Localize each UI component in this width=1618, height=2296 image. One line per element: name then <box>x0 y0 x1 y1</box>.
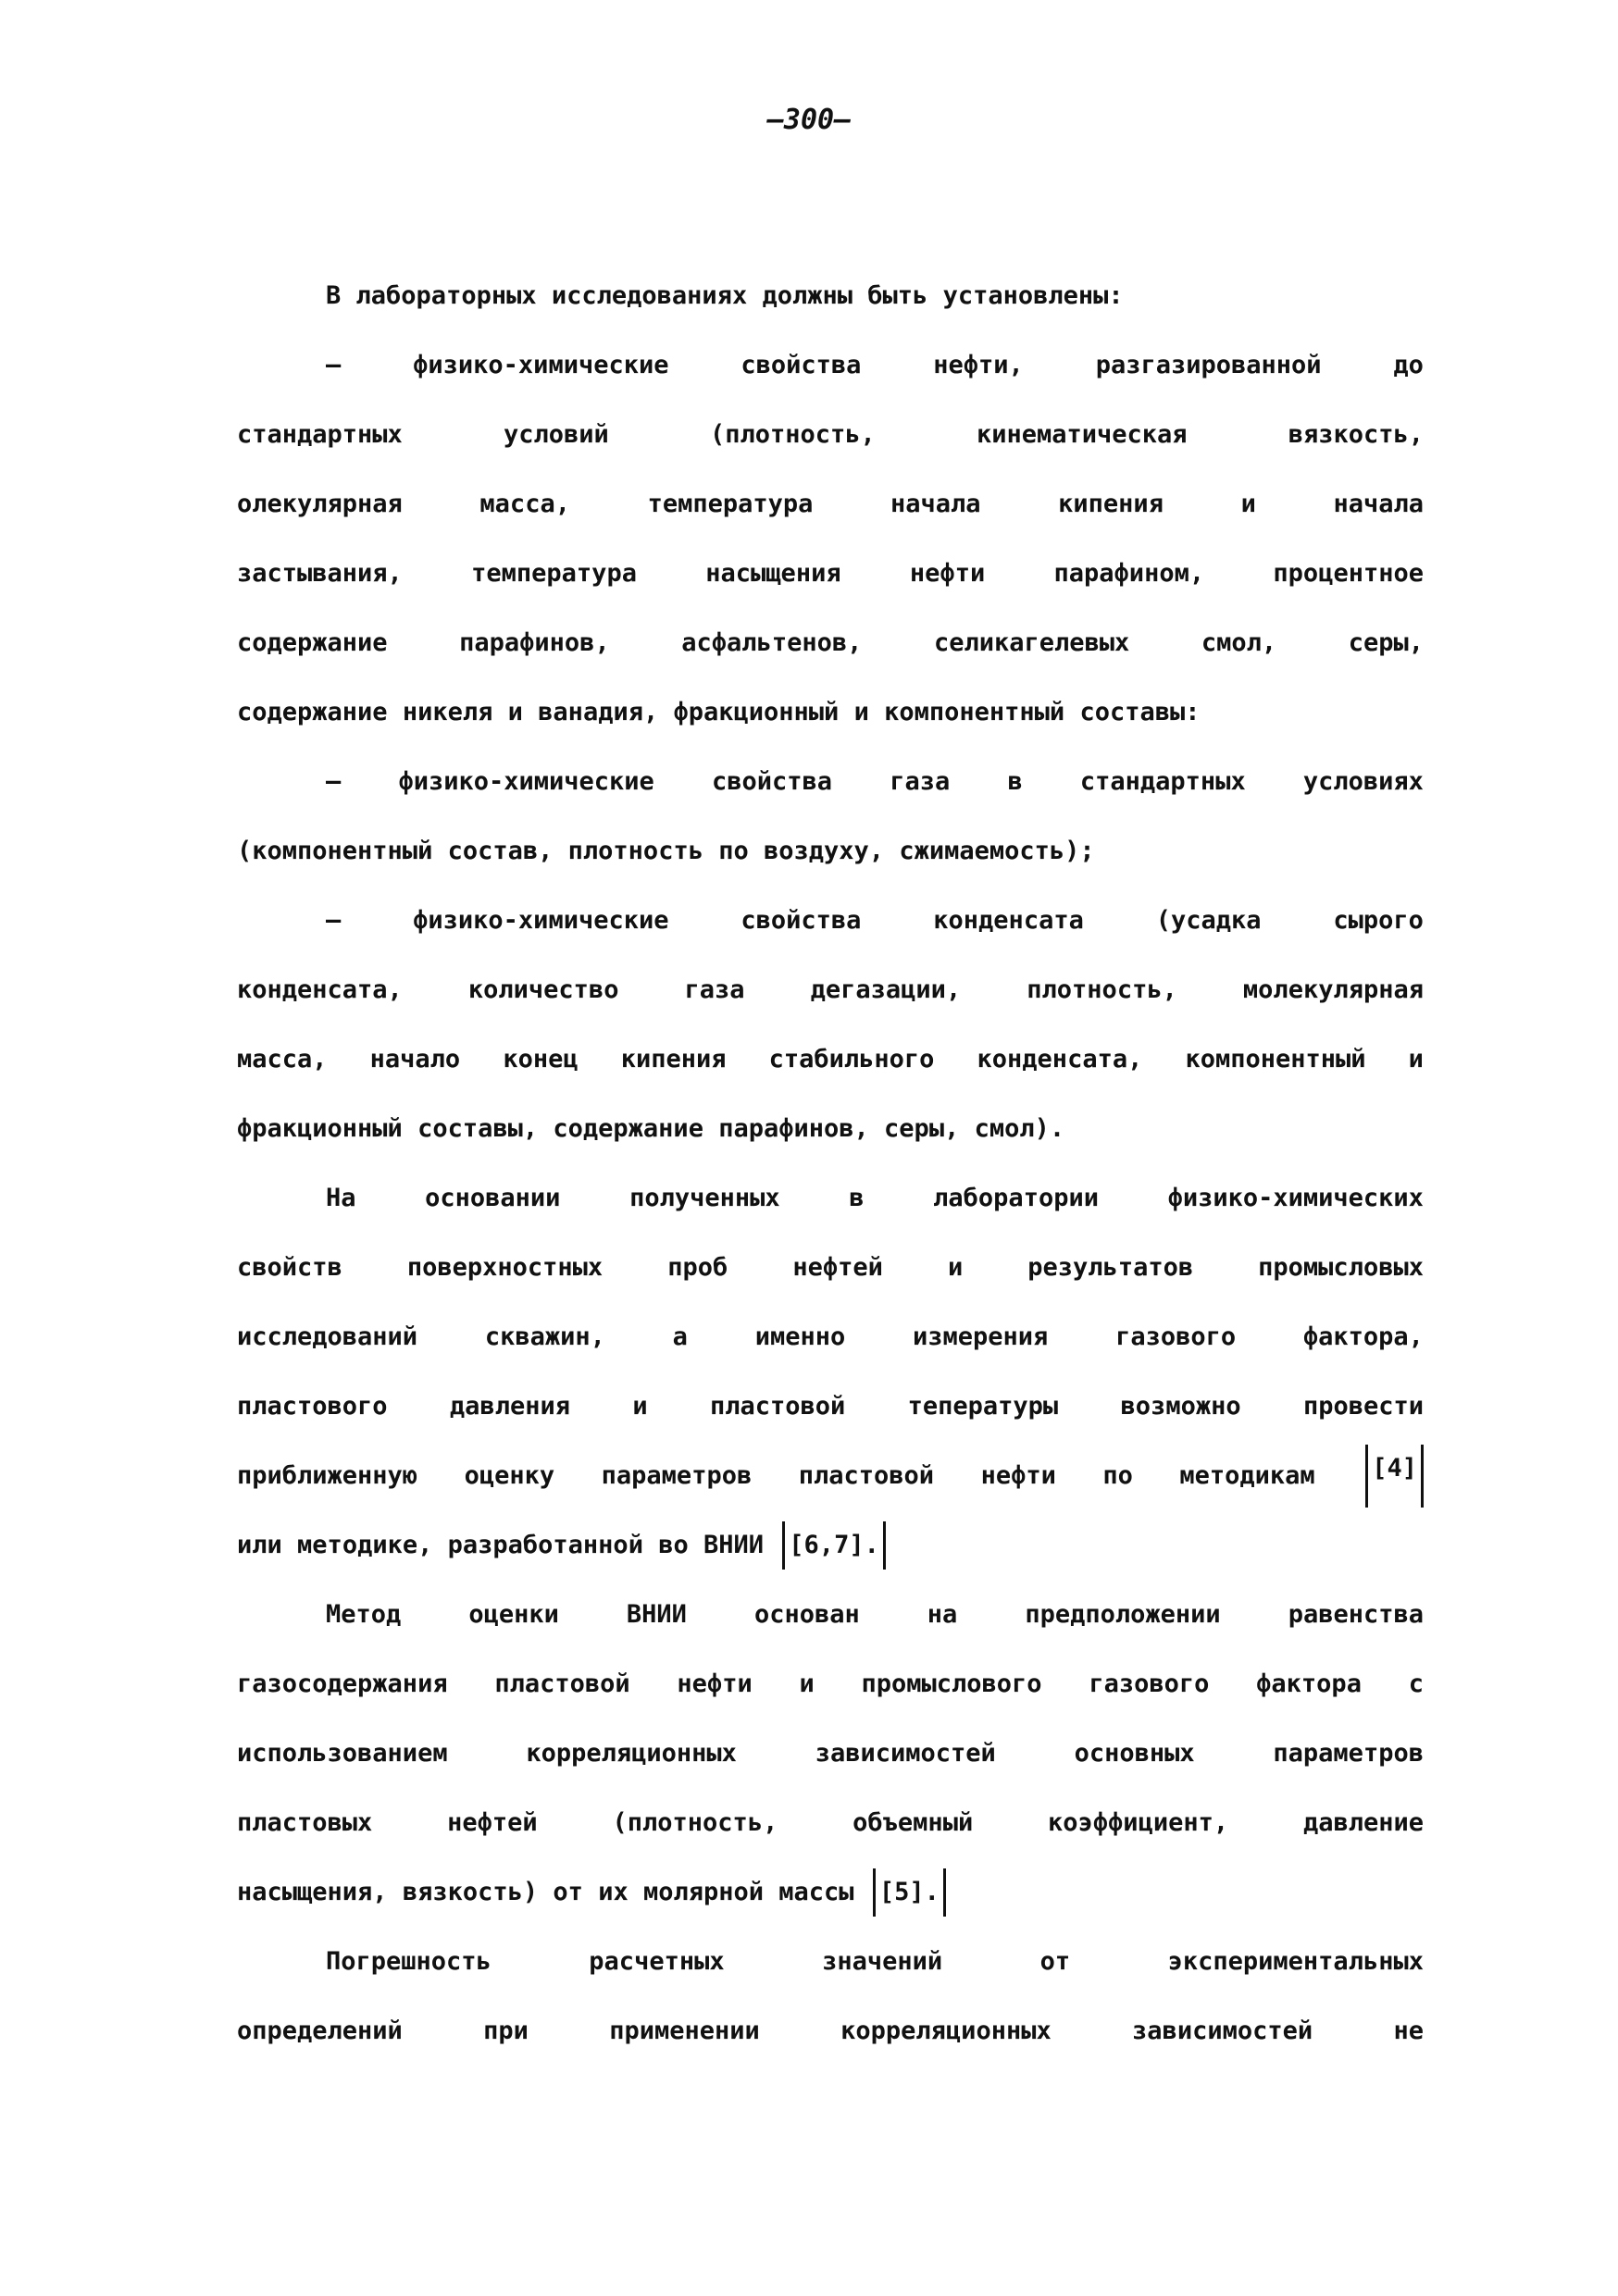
word: стабильного <box>768 1045 935 1074</box>
word: начало <box>369 1045 461 1074</box>
word: (плотность, <box>709 420 876 449</box>
word: содержание <box>237 698 388 726</box>
word: пластового <box>237 1392 388 1421</box>
word: физико-химические <box>413 351 669 379</box>
word: условий <box>503 420 609 449</box>
word: составы: <box>1079 698 1201 726</box>
word: должны <box>762 281 853 310</box>
word: вязкость, <box>1288 420 1424 449</box>
word: и <box>947 1253 964 1282</box>
word: давление <box>1302 1808 1424 1837</box>
word: сжимаемость); <box>899 837 1095 865</box>
word: конденсата <box>933 906 1084 935</box>
word: смол). <box>974 1114 1065 1143</box>
word: исследованиях <box>551 281 748 310</box>
word: провести <box>1302 1392 1424 1421</box>
word: процентное <box>1273 559 1424 588</box>
word: исследований <box>237 1322 418 1351</box>
word: плотность, <box>1027 975 1177 1004</box>
word: скважин, <box>484 1322 605 1351</box>
citation-ref: [4] <box>1365 1445 1424 1508</box>
text-line <box>326 1943 1424 1980</box>
word: температура <box>471 559 637 588</box>
word: и <box>799 1669 815 1698</box>
text-line <box>237 1874 1424 1911</box>
word: именно <box>754 1322 846 1351</box>
text-line <box>237 625 1424 662</box>
text-line <box>237 416 1424 453</box>
word: молекулярная <box>1242 975 1424 1004</box>
word: методике, <box>297 1531 433 1559</box>
text-line <box>237 1111 1424 1148</box>
text-line <box>237 1527 1424 1564</box>
word: (компонентный <box>237 837 433 865</box>
word: кинематическая <box>976 420 1188 449</box>
word: ванадия, <box>538 698 659 726</box>
word: кипения <box>1058 490 1164 518</box>
word: стандартных <box>237 420 403 449</box>
word: свойства <box>741 906 862 935</box>
word: пластовой <box>798 1461 935 1490</box>
word: конец <box>503 1045 579 1074</box>
word: полученных <box>629 1184 780 1212</box>
text-line <box>237 1454 1424 1495</box>
word: корреляционных <box>840 2017 1052 2045</box>
word: физико-химические <box>413 906 669 935</box>
text-line <box>326 902 1424 939</box>
word: лаборатории <box>933 1184 1099 1212</box>
text-line <box>237 1319 1424 1356</box>
word: основании <box>425 1184 561 1212</box>
word: не <box>1393 2017 1424 2045</box>
word: лабораторных <box>355 281 537 310</box>
word: газа <box>890 767 951 796</box>
word: составы, <box>417 1114 539 1143</box>
word: их <box>598 1878 629 1906</box>
word: значений <box>822 1947 943 1976</box>
word: оценку <box>464 1461 555 1490</box>
word: свойств <box>237 1253 342 1282</box>
word: и <box>1408 1045 1424 1074</box>
word: и <box>632 1392 648 1421</box>
text-line <box>237 486 1424 523</box>
word: насыщения, <box>237 1878 388 1906</box>
word: разгазированной <box>1095 351 1322 379</box>
text-line <box>237 1735 1424 1772</box>
word: разработанной <box>447 1531 643 1559</box>
word: содержание <box>237 628 388 657</box>
word: определений <box>237 2017 403 2045</box>
word: насыщения <box>705 559 841 588</box>
word: нефтей <box>792 1253 883 1282</box>
word: застывания, <box>237 559 403 588</box>
word: применении <box>609 2017 760 2045</box>
word: серы, <box>884 1114 960 1143</box>
word: или <box>237 1531 282 1559</box>
word: массы <box>778 1878 854 1906</box>
word: фактора <box>1256 1669 1362 1698</box>
word: газового <box>1115 1322 1237 1351</box>
word: по <box>718 837 749 865</box>
text-line <box>237 1249 1424 1286</box>
text-line <box>326 1180 1424 1217</box>
word: воздуху, <box>764 837 885 865</box>
word: экспериментальных <box>1167 1947 1424 1976</box>
word: от <box>1039 1947 1071 1976</box>
word: зависимостей <box>1132 2017 1313 2045</box>
word: состав, <box>447 837 554 865</box>
word: и <box>1240 490 1256 518</box>
word: свойства <box>711 767 833 796</box>
word: компонентный <box>884 698 1065 726</box>
word: сырого <box>1333 906 1424 935</box>
text-line <box>237 694 1424 731</box>
word: фракционный <box>673 698 840 726</box>
word: начала <box>1333 490 1424 518</box>
word: селикагелевых <box>933 628 1130 657</box>
word: в <box>1007 767 1023 796</box>
word: фракционный <box>237 1114 403 1143</box>
word: зависимостей <box>815 1739 996 1768</box>
word: количество <box>467 975 619 1004</box>
word: – <box>326 906 342 935</box>
word: свойства <box>741 351 862 379</box>
citation-ref: [6,7]. <box>782 1521 886 1570</box>
text-line <box>237 2013 1424 2050</box>
word: возможно <box>1120 1392 1241 1421</box>
word: параметров <box>1273 1739 1424 1768</box>
text-line <box>237 833 1424 870</box>
word: пластовых <box>237 1808 373 1837</box>
word: кипения <box>620 1045 727 1074</box>
text-line <box>326 278 1424 315</box>
word: масса, <box>479 490 570 518</box>
word: – <box>326 767 342 796</box>
word: основных <box>1074 1739 1195 1768</box>
word: плотность <box>567 837 703 865</box>
word: физико-химические <box>398 767 654 796</box>
word: конденсата, <box>237 975 403 1004</box>
word: при <box>483 2017 529 2045</box>
word: в <box>849 1184 865 1212</box>
word: объемный <box>853 1808 974 1837</box>
word: во <box>658 1531 689 1559</box>
word: парафином, <box>1053 559 1205 588</box>
word: пластовой <box>494 1669 630 1698</box>
word: пластовой <box>709 1392 846 1421</box>
word: тепературы <box>907 1392 1059 1421</box>
word: параметров <box>601 1461 753 1490</box>
word: коэффициент, <box>1048 1808 1229 1837</box>
word: молярной <box>642 1878 765 1906</box>
word: поверхностных <box>406 1253 604 1282</box>
text-line <box>237 1805 1424 1842</box>
word: ВНИИ <box>703 1531 765 1559</box>
word: равенства <box>1288 1600 1424 1629</box>
text-line <box>237 1041 1424 1078</box>
word: промыслового <box>861 1669 1042 1698</box>
word: проб <box>667 1253 728 1282</box>
word: парафинов, <box>459 628 610 657</box>
word: приближенную <box>237 1461 418 1490</box>
text-line <box>326 1596 1424 1633</box>
word: олекулярная <box>237 490 403 518</box>
word: нефти <box>909 559 986 588</box>
word: установлены: <box>942 281 1124 310</box>
word: парафинов, <box>718 1114 869 1143</box>
word: газа <box>684 975 745 1004</box>
word: – <box>326 351 342 379</box>
word: ВНИИ <box>626 1600 687 1629</box>
citation-ref: [5]. <box>873 1868 946 1917</box>
word: нефти <box>980 1461 1056 1490</box>
word: нефтей <box>447 1808 538 1837</box>
word: давления <box>449 1392 570 1421</box>
word: Метод <box>326 1600 402 1629</box>
word: и <box>853 698 869 726</box>
word: а <box>672 1322 688 1351</box>
text-line <box>237 1388 1424 1425</box>
word: содержание <box>553 1114 703 1143</box>
word: стандартных <box>1079 767 1246 796</box>
word: асфальтенов, <box>681 628 863 657</box>
word: масса, <box>237 1045 328 1074</box>
word: смол, <box>1201 628 1277 657</box>
word: (плотность, <box>612 1808 778 1837</box>
word: нефти, <box>933 351 1024 379</box>
word: условиях <box>1302 767 1424 796</box>
word: с <box>1408 1669 1424 1698</box>
word: На <box>326 1184 356 1212</box>
page-number: —300— <box>766 104 852 136</box>
word: быть <box>867 281 928 310</box>
word: (усадка <box>1155 906 1262 935</box>
word: вязкость) <box>402 1878 539 1906</box>
word: корреляционных <box>526 1739 737 1768</box>
word: газосодержания <box>237 1669 448 1698</box>
word: газового <box>1089 1669 1210 1698</box>
word: промысловых <box>1258 1253 1424 1282</box>
text-line <box>237 1666 1424 1703</box>
word: нефти <box>677 1669 753 1698</box>
word: и <box>507 698 523 726</box>
word: использованием <box>237 1739 448 1768</box>
word: от <box>553 1878 583 1906</box>
text-line <box>237 555 1424 592</box>
word: температура <box>647 490 814 518</box>
word: серы, <box>1348 628 1424 657</box>
word: оценки <box>468 1600 559 1629</box>
word: на <box>927 1600 958 1629</box>
word: основан <box>753 1600 860 1629</box>
word: физико-химических <box>1167 1184 1424 1212</box>
word: фактора, <box>1302 1322 1424 1351</box>
word: Погрешность <box>326 1947 492 1976</box>
word: предположении <box>1025 1600 1221 1629</box>
word: дегазации, <box>810 975 962 1004</box>
text-line <box>326 347 1424 384</box>
word: по <box>1102 1461 1133 1490</box>
word: расчетных <box>589 1947 725 1976</box>
word: результатов <box>1027 1253 1194 1282</box>
text-line <box>237 972 1424 1009</box>
word: конденсата, <box>977 1045 1143 1074</box>
word: В <box>326 281 342 310</box>
text-line <box>326 763 1424 800</box>
word: методикам <box>1179 1461 1315 1490</box>
word: до <box>1393 351 1424 379</box>
word: начала <box>890 490 981 518</box>
word: компонентный <box>1185 1045 1366 1074</box>
word: измерения <box>913 1322 1049 1351</box>
word: никеля <box>402 698 493 726</box>
